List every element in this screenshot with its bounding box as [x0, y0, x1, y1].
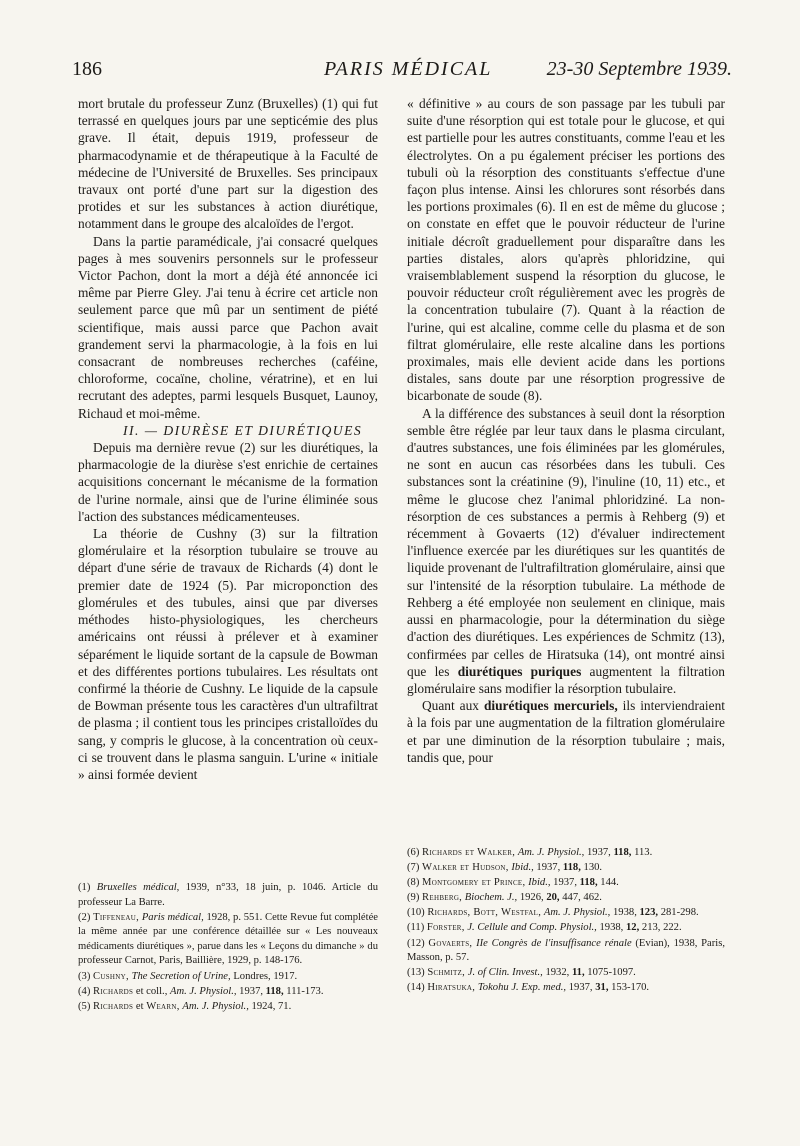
footnote-journal: J. of Clin. Invest.,: [467, 967, 543, 979]
footnote-journal: Biochem. J.,: [464, 892, 518, 904]
footnote: [407, 937, 725, 966]
paragraph: [407, 697, 725, 766]
footnote-year: 1937,: [536, 862, 561, 874]
footnote-journal: Paris médical,: [141, 911, 204, 923]
footnote-number: (5): [78, 1000, 91, 1012]
footnote-author: Rehberg,: [422, 892, 463, 904]
footnote-pages: 130.: [583, 862, 603, 874]
paragraph-text: augmentent la filtration glomérulaire sans modifier la résorption tubulaire.: [407, 663, 725, 696]
footnote-number: (3): [78, 970, 91, 982]
footnote-number: (9): [407, 892, 420, 904]
footnotes-left: [78, 881, 378, 1015]
footnote-journal: Ibid.,: [511, 862, 534, 874]
footnote: [407, 966, 725, 981]
footnote-year: 1937,: [568, 982, 593, 994]
footnote-journal: Am. J. Physiol.,: [543, 907, 611, 919]
footnote-pages: 281-298.: [660, 907, 699, 919]
footnote-number: (12): [407, 937, 425, 949]
footnote-journal: Am. J. Physiol.,: [182, 1000, 249, 1012]
footnote-author: Richards: [93, 1000, 134, 1012]
footnote-year: 1938,: [613, 907, 637, 919]
footnote-text: et: [135, 1000, 144, 1012]
footnote-journal: J. Cellule and Comp. Physiol.,: [467, 922, 597, 934]
paragraph-text: A la différence des substances à seuil dont la résorption semble être réglée par leur taux dans le plasma circulant, d'autres substances, une fois éliminées par les glomérules, ne sont en aucun cas résorbées dans les tubuli. Ces substances sont la créatinine (9), l'inuline (10, 11) etc., et même le glucose chez l'animal phloridziné. La non-résorption de ces substances a permis à Rehberg (9) et récemment à Govaerts (12) d'évaluer indirectement l'influence exercée par les diurétiques sur les quantités de liquide provenant de l'ultrafiltration glomérulaire, ainsi que sur l'intensité de la résorption tubulaire. La méthode de Rehberg a été employée non seulement en clinique, mais aussi en pharmacologie, pour la détermination du siège d'action des diurétiques. Les expériences de Schmitz (13), confirmées par celles de Hiratsuka (14), ont montré ainsi que les: [407, 405, 725, 679]
footnote-text: 1939, n°33, 18 juin, p. 1046. Article du professeur La Barre.: [78, 882, 378, 908]
paragraph: [407, 405, 725, 697]
footnote-volume: 118,: [579, 877, 598, 889]
section-heading: II. — DIURÈSE ET DIURÉTIQUES: [123, 422, 363, 438]
footnote: [78, 911, 378, 969]
footnote-number: (8): [407, 877, 420, 889]
footnote: [78, 1000, 378, 1015]
paragraph: Dans la partie paramédicale, j'ai consacré quelques pages à mes souvenirs personnels sur le professeur Victor Pachon, dont la mort a déjà été annoncée ici même par Pierre Gley. J'ai tenu à écrire cet article non seulement parce que mû par un sentiment de piété scientifique, mais aussi parce que Pachon avait grandement servi la pharmacologie, à la fois en lui consacrant de nombreuses recherches (caféine, chloroforme, cocaïne, choline, vératrine), et en lui recrutant des adeptes, parmi lesquels Busquet, Launoy, Richaud et moi-même.: [78, 233, 378, 421]
footnotes-right: [407, 846, 725, 996]
footnote-author: Forster,: [426, 922, 465, 934]
footnote-year: 1937,: [553, 877, 577, 889]
footnote-number: (7): [407, 862, 420, 874]
footnote-author: Govaerts,: [428, 937, 473, 949]
footnote-volume: 118,: [613, 847, 632, 858]
footnote: [407, 846, 725, 861]
footnote-text: et coll.,: [135, 985, 168, 997]
footnote: [407, 981, 725, 996]
footnote-author: Walker et Hudson,: [422, 862, 509, 874]
footnote-year: 1932,: [545, 967, 570, 979]
footnote: [78, 985, 378, 1000]
paragraph: Depuis ma dernière revue (2) sur les diurétiques, la pharmacologie de la diurèse s'est enrichie de certaines acquisitions concernant le mécanisme de la formation de l'urine normale, ainsi que de l'urine éliminée sous l'action des substances médicamenteuses.: [78, 440, 378, 524]
page-header: [72, 58, 732, 88]
paragraph-text: Quant aux: [422, 698, 479, 714]
footnote-pages: 213, 222.: [641, 922, 682, 934]
footnote: [407, 876, 725, 891]
footnote-text: Londres, 1917.: [233, 970, 298, 982]
footnote-volume: 123,: [639, 907, 659, 919]
footnote-author: Richards, Bott, Westfal,: [427, 907, 542, 919]
footnote-pages: 144.: [600, 877, 619, 889]
footnote-volume: 118,: [265, 985, 284, 997]
footnote-year: 1926,: [519, 892, 544, 904]
footnote-text: 1924, 71.: [251, 1000, 292, 1012]
footnote-volume: 11,: [571, 967, 585, 979]
paragraph: La théorie de Cushny (3) sur la filtration glomérulaire et la résorption tubulaire se trouve au départ d'une série de travaux de Richards (4) dont le premier date de 1924 (5). Par microponction des glomérules et des tubules, ainsi que par diverses méthodes histo-physiologiques, les chercheurs américains ont réussi à prélever et à examiner séparément le liquide sortant de la capsule de Bowman et des différentes portions tubulaires. Les résultats ont confirmé la théorie de Cushny. Le liquide de la capsule de Bowman présente tous les caractères d'un ultrafiltrat de plasma ; il contient tous les principes cristalloïdes du sang, y compris le glucose, à la concentration où ceux-ci se trouvent dans le plasma sanguin. L'urine « initiale » ainsi formée devient: [78, 526, 378, 782]
footnote-journal: The Secretion of Urine,: [131, 970, 231, 982]
footnote: [407, 861, 725, 876]
right-column: [407, 95, 725, 766]
footnote-year: 1937,: [239, 985, 264, 997]
footnote: [407, 891, 725, 906]
footnote-number: (14): [407, 982, 425, 994]
footnote-pages: 111-173.: [286, 985, 324, 997]
issue-date: 23-30 Septembre 1939.: [546, 58, 732, 80]
footnote-journal: Ibid.,: [528, 877, 551, 889]
paragraph-text: ils interviendraient à la fois par une augmentation de la filtration glomérulaire et par une diminution de la résorption tubulaire ; mais, tandis que, pour: [407, 698, 725, 765]
emphasis-term: diurétiques mercuriels,: [483, 698, 618, 714]
paragraph: mort brutale du professeur Zunz (Bruxelles) (1) qui fut terrassé en quelques jours par une septicémie des plus grave. Il était, depuis 1919, professeur de pharmacodynamie et de thérapeutique à la Faculté de médecine de l'Université de Bruxelles. Ses principaux travaux ont porté d'une part sur la digestion des protides et sur les substances à action diurétique, notamment dans le groupe des alcaloïdes de l'ergot.: [78, 96, 378, 232]
footnote-author: Richards et Walker,: [422, 847, 516, 858]
left-column: [78, 95, 378, 783]
footnote-author: Wearn,: [146, 1000, 180, 1012]
footnote-number: (10): [407, 907, 425, 919]
footnote-author: Tiffeneau,: [93, 911, 140, 923]
footnote-author: Cushny,: [93, 970, 129, 982]
footnote-text: 1928, p. 551. Cette Revue fut complétée la même année par une conférence détaillée sur « Les nouveaux médicaments diurétiques », parue dans les « Leçons du dimanche » du professeur Carnot, Paris, Baillière, 1929, p. 148-176.: [78, 911, 378, 967]
page-number: 186: [72, 58, 102, 80]
footnote-pages: 113.: [634, 847, 653, 858]
footnote-pages: 153-170.: [611, 982, 650, 994]
emphasis-term: diurétiques puriques: [457, 663, 582, 679]
footnote: [78, 881, 378, 910]
footnote-author: Schmitz,: [427, 967, 466, 979]
footnote-number: (4): [78, 985, 91, 997]
footnote-number: (11): [407, 922, 425, 934]
paragraph: « définitive » au cours de son passage par les tubuli par suite d'une résorption qui est totale pour le glucose, et qui est partielle pour les autres constituants, comme l'eau et les électrolytes. On a pu également préciser les portions des tubuli où la résorption des constituants s'effectue d'une façon plus intense. Ainsi les chlorures sont résorbés dans les portions proximales (6). Il en est de même du glucose ; on constate en effet que le pouvoir réducteur de l'urine initiale décroît graduellement pour disparaître dans les parties distales, alors qu'après phloridzine, qui vraisemblablement suspend la résorption du glucose, le pouvoir réducteur croît régulièrement avec les progrès de la concentration tubulaire (7). Quant à la réaction de l'urine, qui est alcaline, comme celle du plasma et de son filtrat glomérulaire, elle reste alcaline dans les portions proximales, mais elle devient acide dans les portions distales, sans doute par une résorption progressive de bicarbonate de soude (8).: [407, 96, 725, 404]
footnote-volume: 118,: [562, 862, 581, 874]
footnote-author: Richards: [93, 985, 134, 997]
footnote-journal: Am. J. Physiol.,: [170, 985, 237, 997]
footnote-volume: 31,: [595, 982, 609, 994]
footnote: [407, 906, 725, 921]
journal-title: PARIS MÉDICAL: [324, 58, 493, 80]
footnote-number: (13): [407, 967, 425, 979]
footnote-number: (2): [78, 911, 91, 923]
footnote-author: Hiratsuka,: [427, 982, 476, 994]
footnote-text: (Evian), 1938, Paris, Masson, p. 57.: [407, 937, 725, 964]
footnote-volume: 20,: [546, 892, 560, 904]
footnote-pages: 1075-1097.: [587, 967, 636, 979]
footnote: [78, 970, 378, 985]
footnote-journal: Am. J. Physiol.,: [517, 847, 585, 858]
footnote-pages: 447, 462.: [562, 892, 602, 904]
footnote-year: 1938,: [599, 922, 624, 934]
footnote-journal: Bruxelles médical,: [96, 882, 180, 893]
footnote: [407, 921, 725, 936]
footnote-journal: Tokohu J. Exp. med.,: [477, 982, 567, 994]
footnote-number: (6): [407, 847, 420, 858]
footnote-number: (1): [78, 882, 91, 893]
footnote-author: Montgomery et Prince,: [422, 877, 526, 889]
footnote-journal: IIe Congrès de l'insuffisance rénale: [476, 937, 632, 949]
footnote-year: 1937,: [586, 847, 611, 858]
footnote-volume: 12,: [625, 922, 640, 934]
